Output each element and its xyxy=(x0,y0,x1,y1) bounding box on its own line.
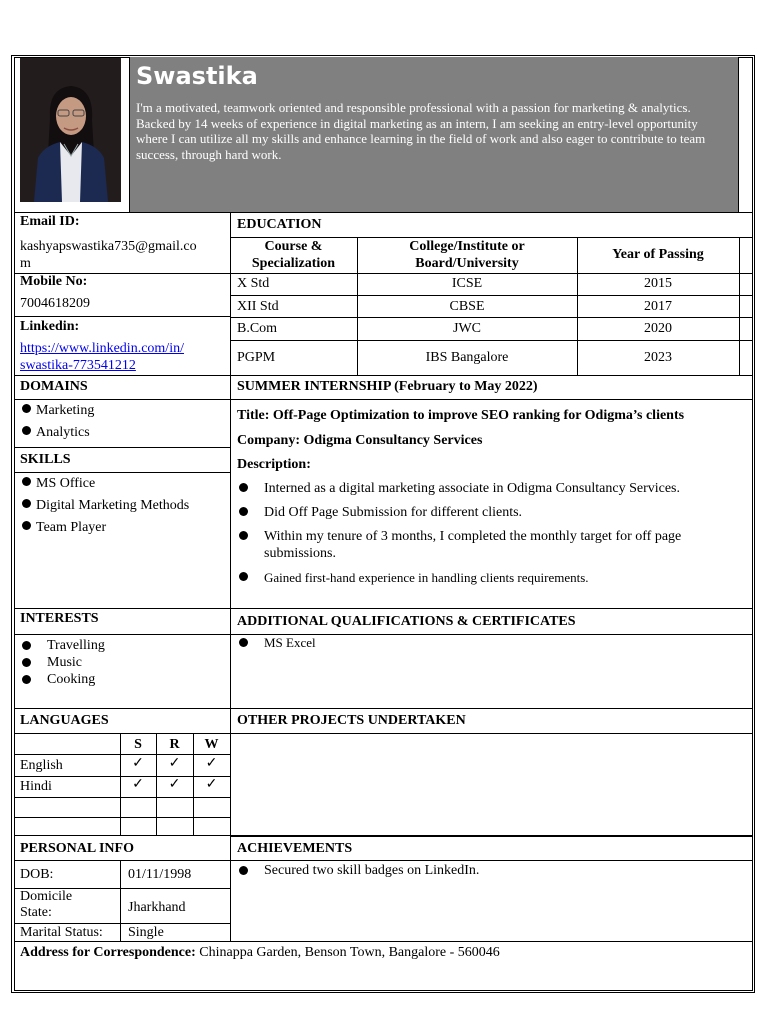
education-title: EDUCATION xyxy=(237,217,322,232)
edu-row-board: CBSE xyxy=(449,299,485,314)
bullet-icon xyxy=(239,866,248,875)
interest-label: Travelling xyxy=(47,638,105,653)
internship-company: Company: Odigma Consultancy Services xyxy=(237,433,483,448)
projects-title: OTHER PROJECTS UNDERTAKEN xyxy=(237,713,466,728)
domicile-value: Jharkhand xyxy=(128,900,186,915)
skill-label: Digital Marketing Methods xyxy=(36,498,190,513)
rule-interests-bottom xyxy=(14,708,753,709)
internship-role: Title: Off-Page Optimization to improve SEO ranking for Odigma’s clients xyxy=(237,408,685,423)
rule-languages-title-bottom xyxy=(14,733,753,734)
check-icon: ✓ xyxy=(205,756,218,771)
languages-title: LANGUAGES xyxy=(20,713,109,728)
edu-header-college-line1: College/Institute or xyxy=(409,239,525,254)
rule-header-bottom xyxy=(14,212,753,213)
personal-col-divider xyxy=(120,860,121,941)
domain-label: Marketing xyxy=(36,403,95,418)
rule-personal-bottom xyxy=(14,941,753,942)
bullet-icon xyxy=(22,658,31,667)
edu-header-course-line2: Specialization xyxy=(251,256,336,271)
address-label: Address for Correspondence: xyxy=(20,945,196,960)
rule-skills-bottom xyxy=(14,608,753,609)
skill-label: MS Office xyxy=(36,476,96,491)
dob-value: 01/11/1998 xyxy=(128,867,192,882)
lang-col-read: R xyxy=(169,737,180,752)
achievement-item: Secured two skill badges on LinkedIn. xyxy=(264,863,480,878)
check-icon: ✓ xyxy=(168,756,181,771)
linkedin-link-line1: https://www.linkedin.com/in/ xyxy=(20,341,184,356)
edu-row-course: XII Std xyxy=(237,299,279,314)
email-value-line2: m xyxy=(20,256,31,271)
check-icon: ✓ xyxy=(168,777,181,792)
check-icon: ✓ xyxy=(132,756,144,771)
qualification-item: MS Excel xyxy=(264,635,316,650)
edu-row-year: 2015 xyxy=(644,276,672,291)
rule-edu-row2-bottom xyxy=(230,317,753,318)
edu-header-college-line2: Board/University xyxy=(415,256,519,271)
bullet-icon xyxy=(22,499,31,508)
mobile-label: Mobile No: xyxy=(20,274,88,289)
skills-title: SKILLS xyxy=(20,452,71,467)
rule-personal-title-bottom xyxy=(14,860,753,861)
bullet-icon xyxy=(22,404,31,413)
rule-linkedin-bottom xyxy=(14,375,753,376)
bullet-icon xyxy=(239,507,248,516)
mobile-value: 7004618209 xyxy=(20,296,90,311)
rule-edu-row3-bottom xyxy=(230,340,753,341)
profile-summary: I'm a motivated, teamwork oriented and responsible professional with a passion for marketing & analytics. Backed by 14 weeks of experience in digital marketing as an intern, I am seeking an entry-level opportunity where I can utilize all my skills and enhance learning in the field of work and also eager to contribute to team success, through hard work. xyxy=(136,100,706,162)
lang-col-speak: S xyxy=(134,737,142,752)
internship-description-label: Description: xyxy=(237,457,311,472)
bullet-icon xyxy=(239,572,248,581)
candidate-name: Swastika xyxy=(136,62,258,90)
edu-header-year: Year of Passing xyxy=(612,247,704,262)
list-item xyxy=(22,475,95,492)
rule-edu-header-bottom xyxy=(230,273,753,274)
address-line xyxy=(20,944,500,961)
bullet-icon xyxy=(239,638,248,647)
lang-name: English xyxy=(20,758,63,773)
interests-title: INTERESTS xyxy=(20,611,99,626)
list-item xyxy=(22,424,90,441)
rule-domains-title-bottom xyxy=(14,399,753,400)
skill-label: Team Player xyxy=(36,520,107,535)
bullet-icon xyxy=(22,675,31,684)
rule-skills-title-bottom xyxy=(14,472,230,473)
bullet-icon xyxy=(239,483,248,492)
bullet-icon xyxy=(22,521,31,530)
marital-value: Single xyxy=(128,925,164,940)
main-column-divider xyxy=(230,212,231,941)
domicile-label-line2: State: xyxy=(20,905,52,920)
bullet-icon xyxy=(22,477,31,486)
lang-col-write: W xyxy=(204,737,219,752)
internship-bullet: Interned as a digital marketing associate in Odigma Consultancy Services. xyxy=(264,481,680,496)
address-value: Chinappa Garden, Benson Town, Bangalore - 560046 xyxy=(199,945,500,960)
list-item xyxy=(22,519,106,536)
rule-lang-row3-bottom xyxy=(14,817,230,818)
rule-projects-bottom xyxy=(230,836,753,837)
lang-name: Hindi xyxy=(20,779,52,794)
rule-domains-bottom xyxy=(14,447,230,448)
bullet-icon xyxy=(239,531,248,540)
check-icon: ✓ xyxy=(205,777,218,792)
bullet-icon xyxy=(22,426,31,435)
list-item xyxy=(22,402,94,419)
edu-header-course xyxy=(230,238,357,272)
rule-interests-title-bottom xyxy=(14,634,753,635)
edu-row-year: 2017 xyxy=(644,299,672,314)
personal-title: PERSONAL INFO xyxy=(20,841,134,856)
edu-row-course: X Std xyxy=(237,276,270,291)
domicile-label xyxy=(20,889,72,921)
linkedin-link[interactable] xyxy=(20,340,184,374)
linkedin-label: Linkedin: xyxy=(20,319,80,334)
email-value-line1: kashyapswastika735@gmail.co xyxy=(20,239,197,254)
header-right-rule xyxy=(738,57,739,212)
edu-row-board: IBS Bangalore xyxy=(425,350,509,365)
achievements-title: ACHIEVEMENTS xyxy=(237,841,353,856)
interest-label: Music xyxy=(47,655,82,670)
edu-row-board: ICSE xyxy=(451,276,483,291)
interest-label: Cooking xyxy=(47,672,96,687)
dob-label: DOB: xyxy=(20,867,54,882)
edu-header-college xyxy=(357,238,577,272)
internship-title: SUMMER INTERNSHIP (February to May 2022) xyxy=(237,379,538,394)
internship-bullet-continuation: submissions. xyxy=(264,546,336,561)
profile-photo xyxy=(20,58,121,202)
linkedin-link-line2: swastika-773541212 xyxy=(20,358,136,373)
email-label: Email ID: xyxy=(20,214,80,229)
edu-header-course-line1: Course & xyxy=(264,239,323,254)
bullet-icon xyxy=(22,641,31,650)
edu-row-board: JWC xyxy=(453,321,481,336)
domain-label: Analytics xyxy=(36,425,90,440)
domains-title: DOMAINS xyxy=(20,379,88,394)
domicile-label-line1: Domicile xyxy=(20,889,73,904)
qualifications-title: ADDITIONAL QUALIFICATIONS & CERTIFICATES xyxy=(237,614,576,629)
list-item xyxy=(22,497,189,514)
check-icon: ✓ xyxy=(132,777,144,792)
rule-edu-row1-bottom xyxy=(230,295,753,296)
edu-row-year: 2023 xyxy=(644,350,672,365)
edu-col-divider-3 xyxy=(739,237,740,375)
internship-bullet: Did Off Page Submission for different clients. xyxy=(264,505,523,520)
internship-bullet: Within my tenure of 3 months, I completed the monthly target for off page xyxy=(264,529,682,544)
edu-row-course: B.Com xyxy=(237,321,278,336)
edu-row-year: 2020 xyxy=(644,321,672,336)
marital-label: Marital Status: xyxy=(20,925,103,940)
edu-row-course: PGPM xyxy=(237,350,276,365)
internship-bullet: Gained first-hand experience in handling clients requirements. xyxy=(264,570,589,585)
rule-lang-row2-bottom xyxy=(14,797,230,798)
rule-mobile-bottom xyxy=(14,316,230,317)
